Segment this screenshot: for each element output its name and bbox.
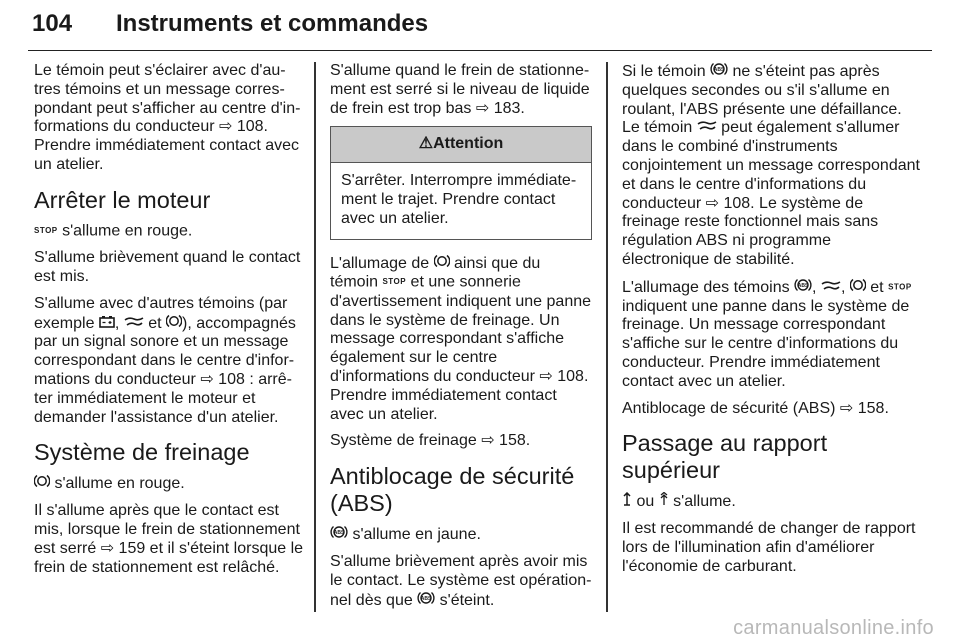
column-left [34, 62, 304, 585]
battery-icon [99, 315, 115, 328]
section-heading-brake: Système de freinage [34, 439, 250, 466]
svg-text:ABS: ABS [713, 67, 725, 73]
paragraph: Système de freinage ⇨ 158. [330, 432, 531, 450]
page-number: 104 [32, 10, 73, 37]
attention-box [330, 126, 592, 239]
attention-header [331, 127, 591, 163]
paragraph: STOP s'allume en rouge. [34, 222, 193, 240]
paragraph: Antiblocage de sécurité (ABS) ⇨ 158. [622, 399, 889, 417]
esc-icon [697, 120, 717, 132]
attention-body: S'arrêter. Interrompre immédiatement le trajet. Prendre contact avec un atelier. [341, 172, 577, 227]
brake-icon [166, 314, 182, 328]
shift-up-icon [622, 492, 632, 506]
column-middle [330, 62, 592, 618]
warning-icon: ⚠ [418, 135, 434, 153]
paragraph: S'allume quand le frein de stationnement est serré si le niveau de liquide de frein est trop bas ⇨ 183. [330, 62, 590, 117]
section-heading-shift: Passage au rapport supérieur [622, 430, 828, 484]
svg-text:ABS: ABS [420, 595, 432, 602]
attention-title: Attention [433, 135, 504, 153]
paragraph: L'allumage de ainsi que du témoin STOP et une sonnerie d'avertissement indiquent une panne dans le système de freinage. Un message correspondant s'affiche également sur le centre d'informations du conducteur ⇨ 108. Prendre immédiatement contact avec un atelier. [330, 254, 592, 423]
brake-icon [850, 278, 866, 292]
esc-icon [124, 316, 144, 328]
abs-icon [417, 591, 435, 605]
stop-symbol: STOP [34, 225, 58, 235]
paragraph: s'allume en rouge. [34, 474, 304, 494]
paragraph: ou s'allume. [622, 492, 922, 512]
paragraph: S'allume brièvement quand le contact est mis. [34, 249, 301, 286]
esc-icon [821, 280, 841, 292]
page-title: Instruments et commandes [116, 10, 429, 37]
stop-symbol: STOP [888, 282, 912, 292]
stop-symbol: STOP [382, 277, 407, 287]
paragraph: Le témoin peut s'éclairer avec d'autres témoins et un message correspondant peut s'afficher au centre d'informations du conducteur ⇨ 108. Prendre immédiatement contact avec un atelier. [34, 62, 301, 173]
abs-icon [330, 525, 348, 539]
brake-icon [34, 474, 50, 488]
shift-up-double-icon [659, 492, 669, 506]
svg-text:ABS: ABS [333, 530, 345, 537]
paragraph: ABS s'allume en jaune. [330, 525, 592, 545]
paragraph: S'allume avec d'autres témoins (par exemple , et ), accompagnés par un signal sonore et un message correspondant dans le centre d'informations du conducteur ⇨ 108 : arrêter immédiatement le moteur et demander l'assistance d'un atelier. [34, 294, 296, 426]
abs-icon [794, 278, 812, 292]
column-right [622, 62, 922, 585]
paragraph: L'allumage des témoins ABS , , et STOP indiquent une panne dans le système de freinage. Un message correspondant s'affiche sur le centre d'informations du conducteur. Prendre immédiatement contact avec un atelier. [622, 278, 912, 390]
paragraph: Si le témoin ABS ne s'éteint pas après quelques secondes ou s'il s'allume en roulant, l'ABS présente une défaillance. Le témoin peut également s'allumer dans le combiné d'instruments conjointement un message correspondant et dans le centre d'informations du conducteur ⇨ 108. Le système de freinage reste fonctionnel mais sans régulation ABS ni programme électronique de stabilité. [622, 63, 920, 268]
column-divider [606, 62, 608, 612]
brake-icon [434, 254, 450, 268]
watermark: carmanualsonline.info [733, 617, 934, 639]
paragraph: S'allume brièvement après avoir mis le contact. Le système est opérationnel dès que ABS s'éteint. [330, 552, 592, 609]
abs-icon [710, 62, 728, 76]
section-heading-stop: Arrêter le moteur [34, 186, 211, 213]
paragraph: Il est recommandé de changer de rapport lors de l'illumination afin d'améliorer l'économie de carburant. [622, 520, 916, 575]
column-divider [314, 62, 316, 612]
paragraph: Il s'allume après que le contact est mis, lorsque le frein de stationnement est serré ⇨ 159 et il s'éteint lorsque le frein de stationnement est relâché. [34, 502, 304, 576]
svg-text:ABS: ABS [797, 282, 809, 289]
page-header [28, 6, 932, 51]
section-heading-abs: Antiblocage de sécurité (ABS) [330, 463, 575, 517]
